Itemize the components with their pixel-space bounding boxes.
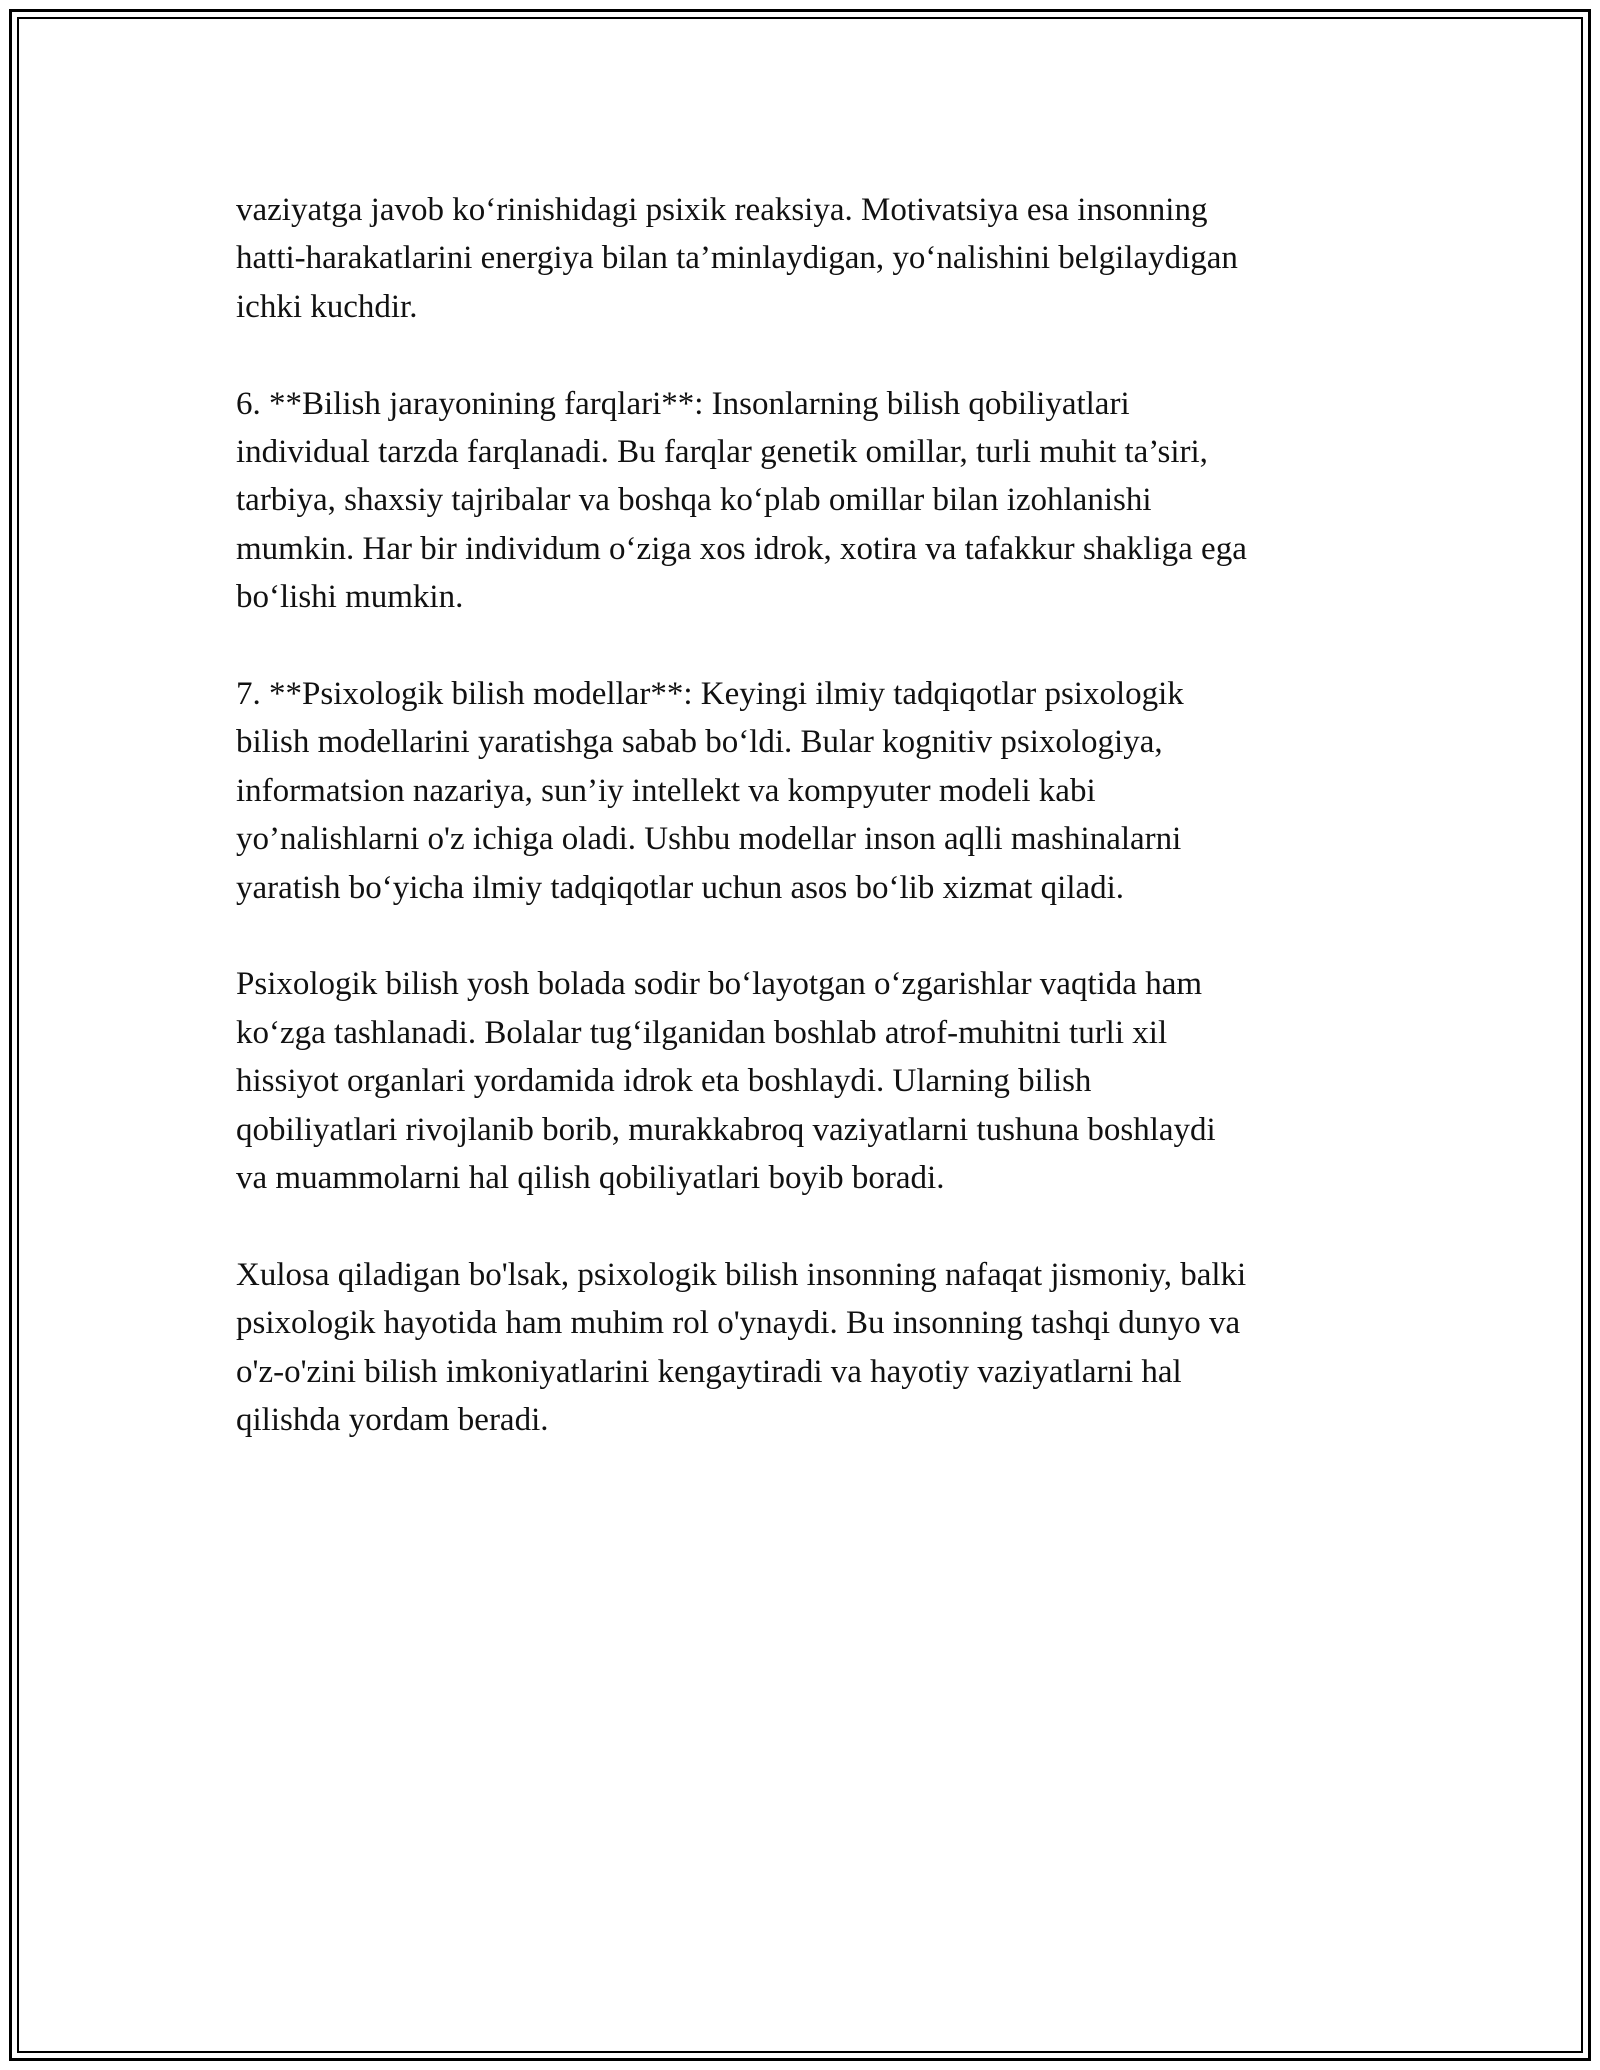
text-line: vaziyatga javob ko‘rinishidagi psixik reaksiya. Motivatsiya esa insonning <box>236 192 1208 228</box>
text-line: bo‘lishi mumkin. <box>236 579 464 616</box>
text-line: mumkin. Har bir individum o‘ziga xos idrok, xotira va tafakkur shakliga ega <box>236 530 1247 567</box>
text-line: va muammolarni hal qilish qobiliyatlari boyib boradi. <box>236 1160 945 1197</box>
paragraph-child-development <box>236 960 1376 1202</box>
text-line: qobiliyatlari rivojlanib borib, murakkabroq vaziyatlarni tushuna boshlaydi <box>236 1111 1216 1148</box>
paragraph-item-7 <box>236 670 1376 912</box>
text-line: hissiyot organlari yordamida idrok eta boshlaydi. Ularning bilish <box>236 1063 1092 1100</box>
text-line: Psixologik bilish yosh bolada sodir bo‘layotgan o‘zgarishlar vaqtida ham <box>236 966 1203 1003</box>
text-line: ichki kuchdir. <box>236 288 418 325</box>
paragraph-motivation-continuation <box>236 186 1376 331</box>
text-line: yaratish bo‘yicha ilmiy tadqiqotlar uchun asos bo‘lib xizmat qiladi. <box>236 869 1125 906</box>
text-line: 6. **Bilish jarayonining farqlari**: Insonlarning bilish qobiliyatlari <box>236 385 1130 422</box>
paragraph-conclusion <box>236 1251 1376 1445</box>
text-line: 7. **Psixologik bilish modellar**: Keyingi ilmiy tadqiqotlar psixologik <box>236 676 1184 713</box>
text-line: informatsion nazariya, sun’iy intellekt va kompyuter modeli kabi <box>236 772 1096 809</box>
text-line: yo’nalishlarni o'z ichiga oladi. Ushbu modellar inson aqlli mashinalarni <box>236 821 1182 858</box>
text-line: hatti-harakatlarini energiya bilan ta’minlaydigan, yo‘nalishini belgilaydigan <box>236 240 1238 277</box>
text-line: qilishda yordam beradi. <box>236 1402 549 1439</box>
text-line: ko‘zga tashlanadi. Bolalar tug‘ilganidan boshlab atrof-muhitni turli xil <box>236 1014 1168 1051</box>
text-line: Xulosa qiladigan bo'lsak, psixologik bilish insonning nafaqat jismoniy, balki <box>236 1256 1247 1293</box>
text-line: psixologik hayotida ham muhim rol o'ynaydi. Bu insonning tashqi dunyo va <box>236 1305 1241 1342</box>
text-line: individual tarzda farqlanadi. Bu farqlar genetik omillar, turli muhit ta’siri, <box>236 434 1208 471</box>
text-line: o'z-o'zini bilish imkoniyatlarini kengaytiradi va hayotiy vaziyatlarni hal <box>236 1353 1182 1390</box>
text-line: tarbiya, shaxsiy tajribalar va boshqa ko‘plab omillar bilan izohlanishi <box>236 482 1152 519</box>
paragraph-item-6 <box>236 380 1376 622</box>
text-line: bilish modellarini yaratishga sabab bo‘ldi. Bular kognitiv psixologiya, <box>236 724 1163 761</box>
document-body <box>236 186 1376 1493</box>
